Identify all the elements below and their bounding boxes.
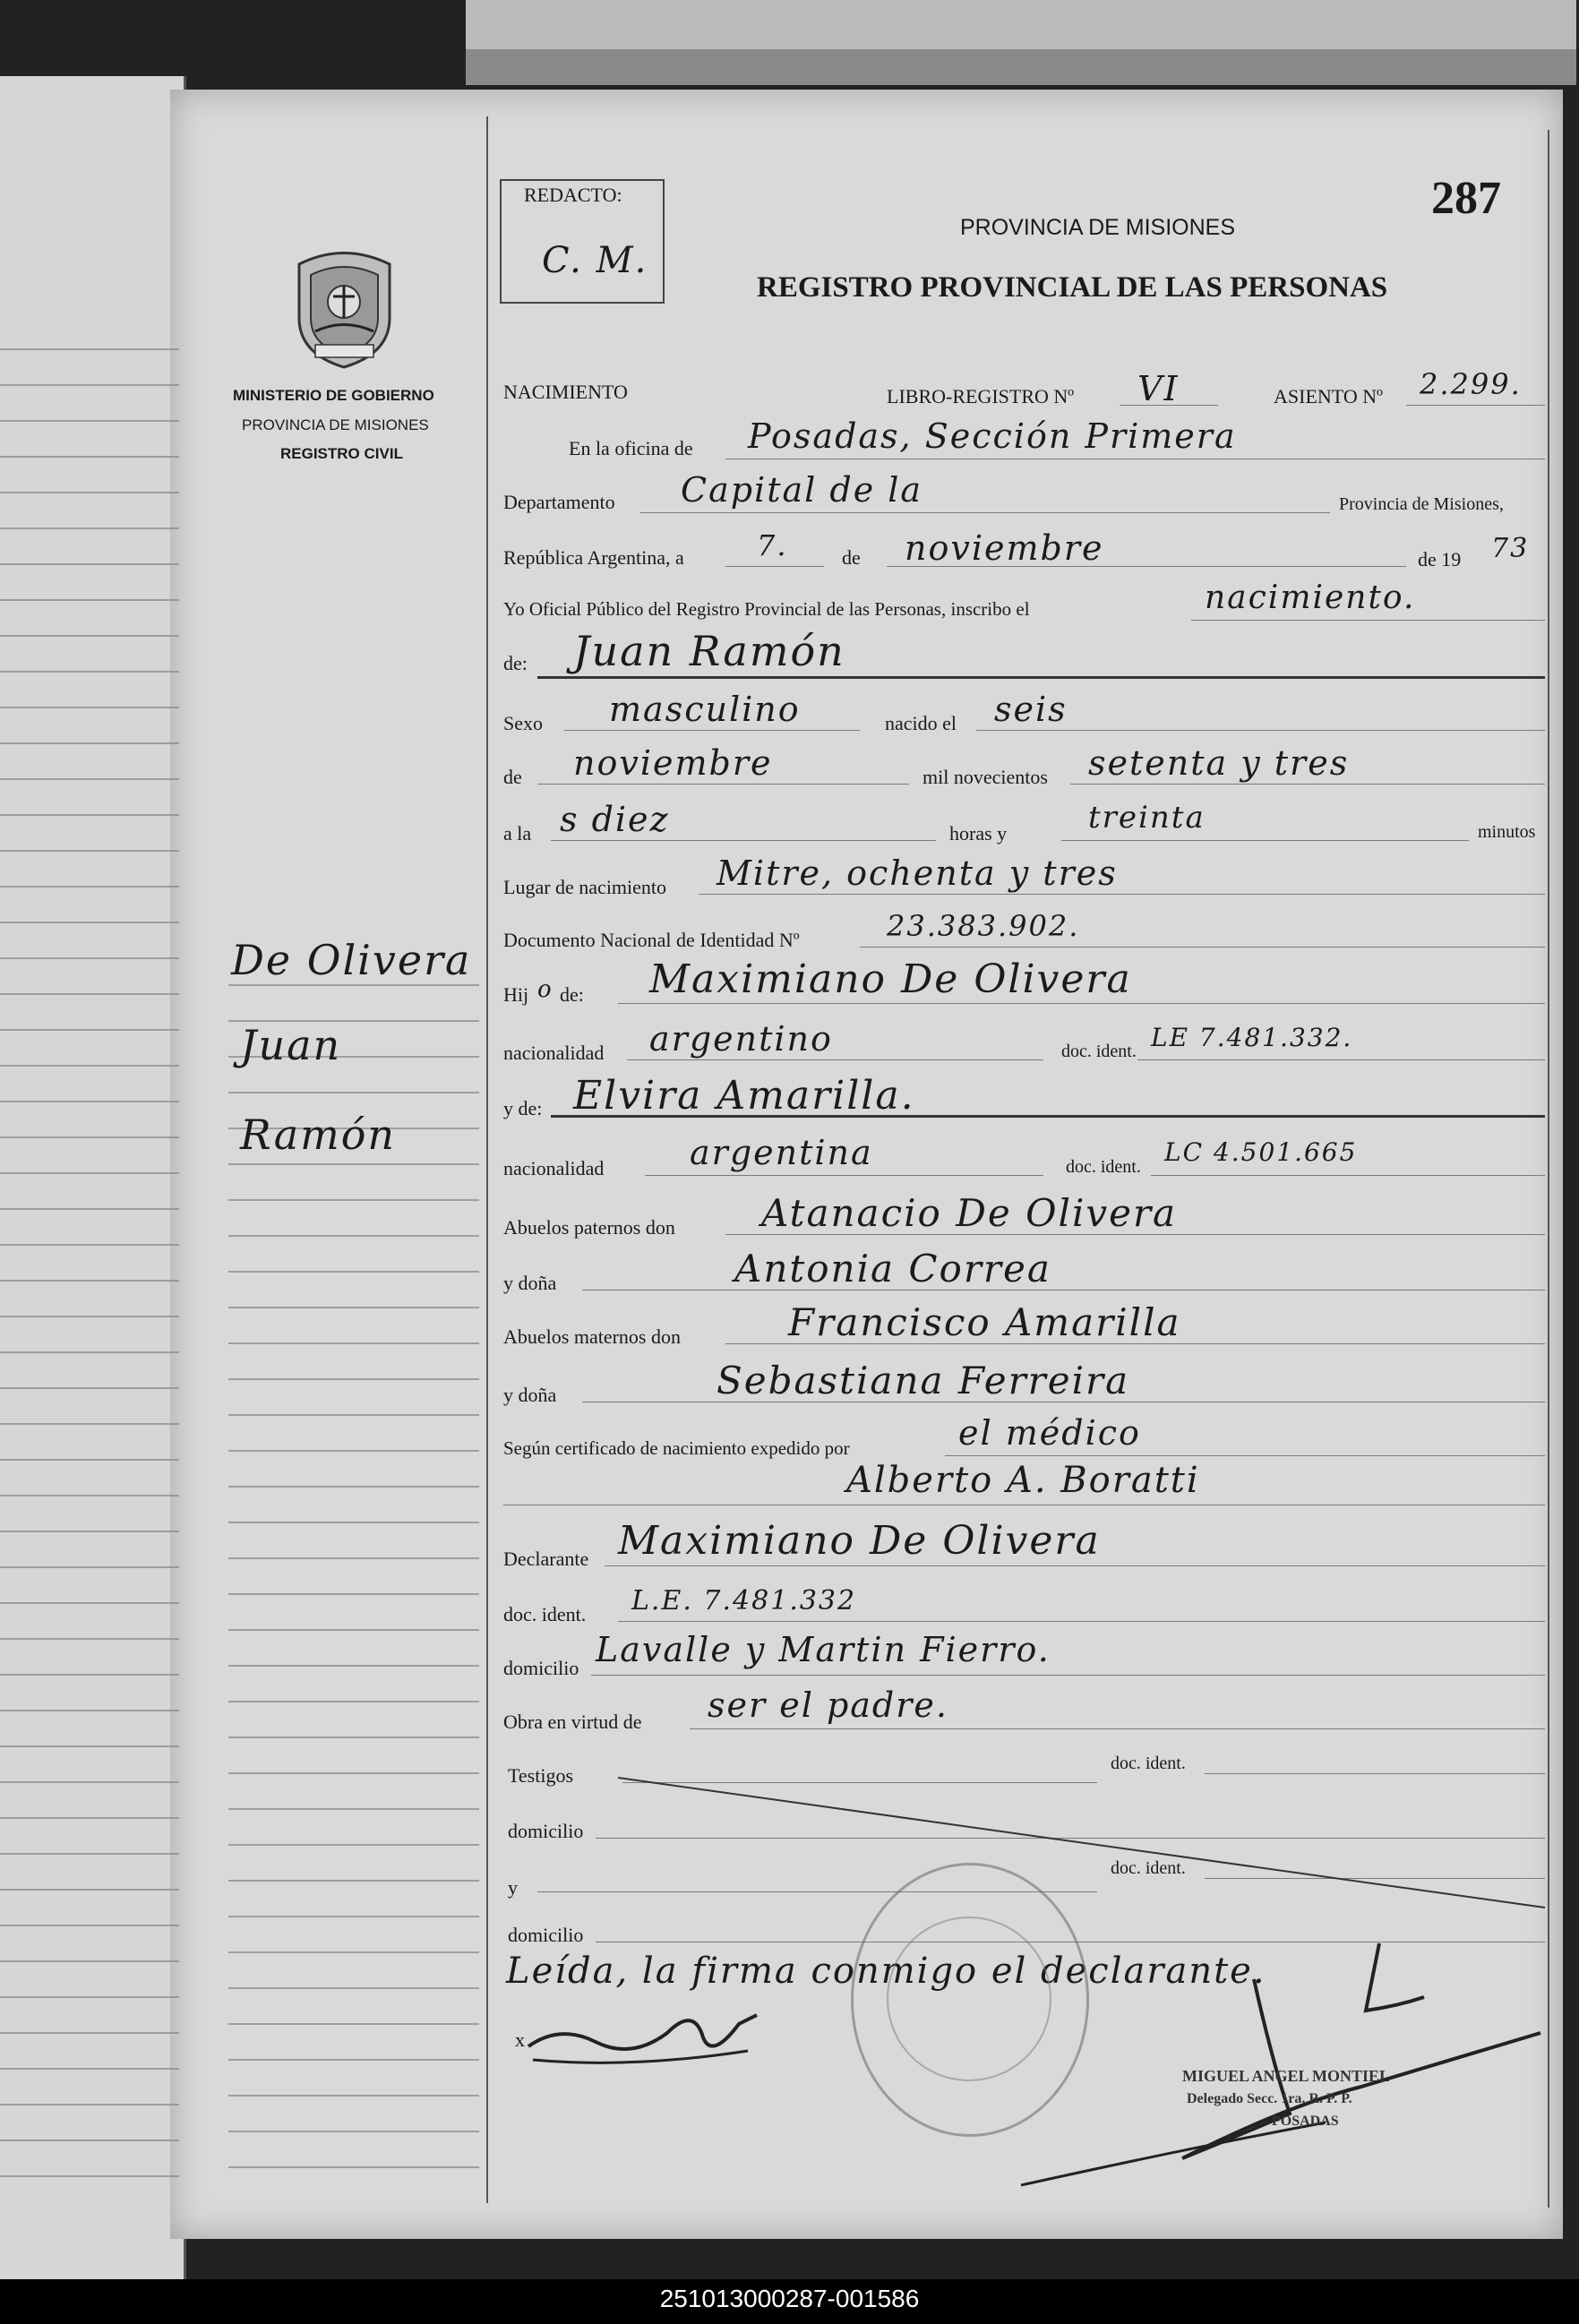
registry-heading: REGISTRO PROVINCIAL DE LAS PERSONAS bbox=[757, 271, 1388, 304]
nacionalidad-label: nacionalidad bbox=[503, 1042, 605, 1064]
departamento-value: Capital de la bbox=[681, 470, 923, 510]
redacto-label: REDACTO: bbox=[524, 184, 622, 206]
hijo-de-label: de: bbox=[560, 983, 584, 1006]
de2-label: de bbox=[503, 766, 522, 788]
coat-of-arms-emblem bbox=[288, 246, 400, 372]
minutos-value: treinta bbox=[1088, 800, 1206, 836]
testigos-label: Testigos bbox=[508, 1764, 574, 1787]
declarante-label: Declarante bbox=[503, 1548, 589, 1570]
certificado-label: Según certificado de nacimiento expedido por bbox=[503, 1437, 850, 1459]
page-number: 287 bbox=[1431, 173, 1501, 224]
doc-decl-value: L.E. 7.481.332 bbox=[631, 1585, 857, 1617]
dni-value: 23.383.902. bbox=[887, 909, 1080, 943]
nac-padre-value: argentino bbox=[649, 1019, 833, 1059]
doc-test1-label: doc. ident. bbox=[1111, 1754, 1186, 1773]
certificado-value: el médico bbox=[958, 1413, 1141, 1453]
margin-surname: De Olivera bbox=[231, 936, 472, 984]
domicilio3-label: domicilio bbox=[508, 1924, 584, 1946]
left-page-lines bbox=[0, 76, 184, 2288]
lugar-label: Lugar de nacimiento bbox=[503, 876, 667, 898]
margin-first-name: Juan bbox=[240, 1021, 342, 1069]
padre-value: Maximiano De Olivera bbox=[649, 956, 1132, 1002]
sexo-label: Sexo bbox=[503, 712, 543, 734]
nombre-value: Juan Ramón bbox=[573, 627, 845, 675]
ministry-line2: PROVINCIA DE MISIONES bbox=[242, 416, 429, 433]
libro-label: LIBRO-REGISTRO Nº bbox=[887, 385, 1075, 407]
redacto-value: C. M. bbox=[542, 240, 648, 281]
mil-label: mil novecientos bbox=[923, 766, 1048, 788]
horas-label: horas y bbox=[949, 822, 1008, 845]
departamento-label: Departamento bbox=[503, 491, 615, 513]
medico-value: Alberto A. Boratti bbox=[846, 1460, 1200, 1501]
abuelos-mat-label: Abuelos maternos don bbox=[503, 1325, 681, 1348]
hijo-label: Hij bbox=[503, 983, 529, 1006]
domicilio-label: domicilio bbox=[503, 1657, 579, 1679]
domicilio2-label: domicilio bbox=[508, 1820, 584, 1842]
leida-statement: Leída, la firma conmigo el declarante. bbox=[506, 1951, 1266, 1992]
republica-label: República Argentina, a bbox=[503, 546, 684, 569]
ydona-label: y doña bbox=[503, 1272, 557, 1294]
doc-ident2-label: doc. ident. bbox=[1066, 1157, 1141, 1177]
stamp-name: MIGUEL ANGEL MONTIEL bbox=[1182, 2067, 1391, 2085]
witness-cancel-line bbox=[618, 1773, 1549, 1917]
stamp-title: Delegado Secc. 1ra. R. P. P. bbox=[1187, 2091, 1352, 2106]
anio-label: de 19 bbox=[1418, 548, 1462, 570]
abuela-pat-value: Antonia Correa bbox=[734, 1247, 1051, 1291]
oficial-value: nacimiento. bbox=[1205, 579, 1416, 616]
nacido-value: seis bbox=[994, 690, 1068, 729]
oficina-value: Posadas, Sección Primera bbox=[748, 416, 1237, 456]
anio2-value: setenta y tres bbox=[1088, 743, 1350, 783]
doc-test2-label: doc. ident. bbox=[1111, 1858, 1186, 1878]
y-label: y bbox=[508, 1876, 518, 1899]
mes-value: noviembre bbox=[905, 528, 1104, 568]
oficial-label: Yo Oficial Público del Registro Provincial de las Personas, inscribo el bbox=[503, 598, 1030, 620]
ministry-line3: REGISTRO CIVIL bbox=[280, 445, 403, 462]
asiento-label: ASIENTO Nº bbox=[1274, 385, 1383, 407]
libro-value: VI bbox=[1137, 369, 1180, 408]
doc-madre-value: LC 4.501.665 bbox=[1164, 1137, 1358, 1167]
declarante-value: Maximiano De Olivera bbox=[618, 1518, 1101, 1564]
oficina-label: En la oficina de bbox=[569, 437, 693, 459]
de-label: de bbox=[842, 546, 861, 569]
madre-value: Elvira Amarilla. bbox=[573, 1073, 915, 1119]
sexo-value: masculino bbox=[609, 690, 801, 729]
hijo-suffix: o bbox=[537, 976, 554, 1003]
ala-label: a la bbox=[503, 822, 532, 845]
abuelo-pat-value: Atanacio De Olivera bbox=[761, 1191, 1178, 1235]
nacimiento-label: NACIMIENTO bbox=[503, 381, 628, 403]
lugar-value: Mitre, ochenta y tres bbox=[717, 853, 1118, 893]
stamp-city: POSADAS bbox=[1272, 2114, 1339, 2129]
domicilio-value: Lavalle y Martin Fierro. bbox=[596, 1630, 1051, 1669]
nacido-label: nacido el bbox=[885, 712, 957, 734]
adjacent-page-shadow bbox=[466, 49, 1576, 85]
de-nombre-label: de: bbox=[503, 652, 528, 674]
province-heading: PROVINCIA DE MISIONES bbox=[960, 215, 1236, 240]
yde-label: y de: bbox=[503, 1097, 543, 1119]
ministry-line1: MINISTERIO DE GOBIERNO bbox=[233, 387, 434, 404]
declarant-signature bbox=[524, 1997, 766, 2078]
doc-ident-label: doc. ident. bbox=[1061, 1042, 1137, 1061]
nacionalidad2-label: nacionalidad bbox=[503, 1157, 605, 1179]
document-id: 251013000287-001586 bbox=[659, 2285, 920, 2312]
anio-value: 73 bbox=[1491, 533, 1530, 564]
provincia-label: Provincia de Misiones, bbox=[1339, 494, 1504, 514]
hora-value: s diez bbox=[560, 800, 670, 839]
official-signature bbox=[1003, 1925, 1558, 2194]
column-divider bbox=[486, 116, 488, 2203]
ydona2-label: y doña bbox=[503, 1384, 557, 1406]
abuelos-pat-label: Abuelos paternos don bbox=[503, 1216, 675, 1239]
doc-decl-label: doc. ident. bbox=[503, 1603, 587, 1625]
dia-value: 7. bbox=[757, 528, 788, 562]
obra-label: Obra en virtud de bbox=[503, 1711, 642, 1733]
nac-madre-value: argentina bbox=[690, 1133, 873, 1172]
margin-second-name: Ramón bbox=[240, 1111, 397, 1159]
abuela-mat-value: Sebastiana Ferreira bbox=[717, 1359, 1130, 1402]
obra-value: ser el padre. bbox=[708, 1685, 948, 1725]
asiento-value: 2.299. bbox=[1420, 367, 1522, 401]
minutos-label: minutos bbox=[1478, 822, 1536, 842]
dni-label: Documento Nacional de Identidad Nº bbox=[503, 929, 800, 951]
x-label: x bbox=[515, 2028, 525, 2051]
abuelo-mat-value: Francisco Amarilla bbox=[788, 1300, 1181, 1344]
doc-padre-value: LE 7.481.332. bbox=[1151, 1023, 1353, 1052]
mes2-value: noviembre bbox=[573, 743, 773, 783]
